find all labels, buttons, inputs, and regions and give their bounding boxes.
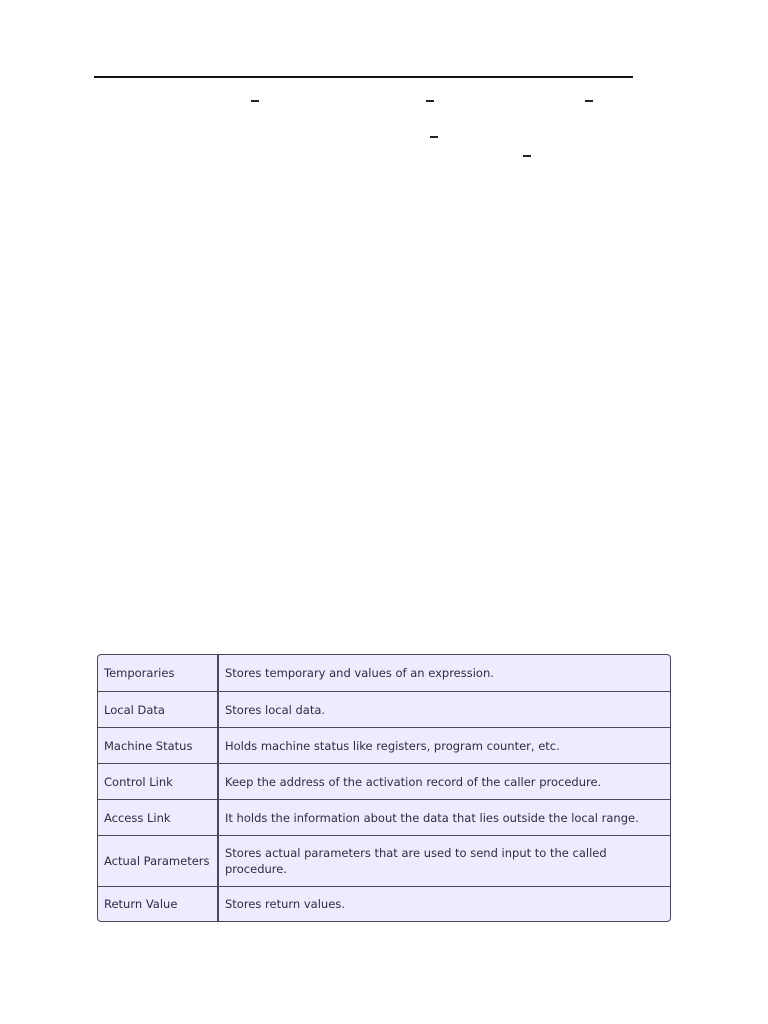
field-description: Stores actual parameters that are used to send input to the called procedure. <box>225 846 607 876</box>
table-row <box>98 763 670 799</box>
table-row <box>98 727 670 763</box>
field-description: Stores return values. <box>225 897 345 911</box>
table-row <box>98 835 670 886</box>
table-row <box>98 655 670 691</box>
table-row <box>98 886 670 921</box>
underscore-mark <box>251 100 259 102</box>
field-name: Actual Parameters <box>98 836 219 886</box>
field-name: Access Link <box>98 800 219 835</box>
field-description: It holds the information about the data that lies outside the local range. <box>225 810 639 825</box>
field-description: Stores temporary and values of an expression. <box>225 666 494 680</box>
field-description: Keep the address of the activation record of the caller procedure. <box>225 774 602 789</box>
header-rule <box>94 76 633 78</box>
underscore-mark <box>430 136 438 138</box>
field-name: Control Link <box>98 764 219 799</box>
table-row <box>98 691 670 727</box>
table-row <box>98 799 670 835</box>
underscore-mark <box>426 100 434 102</box>
field-name: Temporaries <box>98 655 219 691</box>
field-description: Holds machine status like registers, program counter, etc. <box>225 738 560 753</box>
underscore-mark <box>585 100 593 102</box>
field-name: Return Value <box>98 887 219 921</box>
field-name: Machine Status <box>98 728 219 763</box>
activation-record-table <box>97 654 671 922</box>
field-description: Stores local data. <box>225 702 326 717</box>
underscore-mark <box>523 155 531 157</box>
field-name: Local Data <box>98 692 219 727</box>
